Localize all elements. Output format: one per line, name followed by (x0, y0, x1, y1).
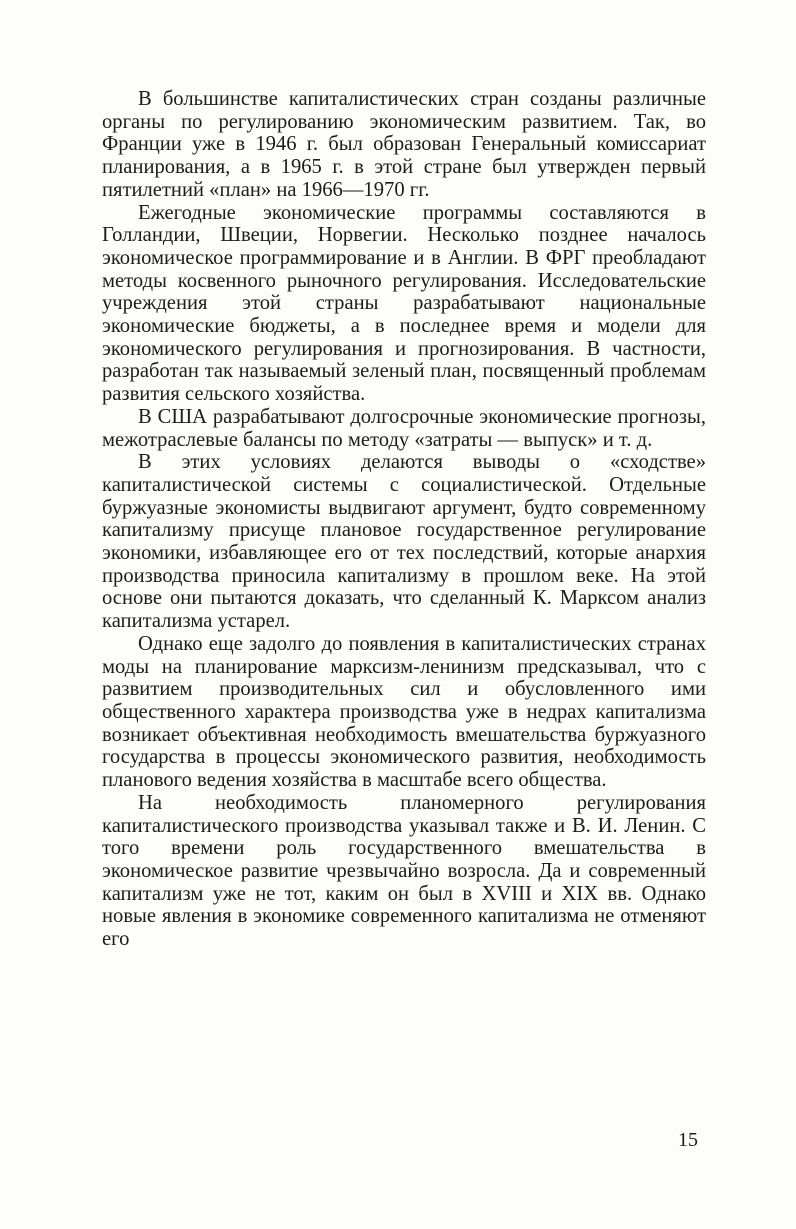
paragraph-6: На необходимость планомерного регулирования капиталистического производства указывал также и В. И. Ленин. С того времени роль государственного вмешательства в экономическое развитие чрезвычайно возросла. Да и современный капитализм уже не тот, каким он был в XVIII и XIX вв. Однако новые явления в экономике современного капитализма не отменяют его (102, 791, 706, 951)
page-number: 15 (678, 1129, 698, 1151)
body-text (102, 88, 706, 951)
paragraph-4: В этих условиях делаются выводы о «сходстве» капиталистической системы с социалистической. Отдельные буржуазные экономисты выдвигают аргумент, будто современному капитализму присуще плановое государственное регулирование экономики, избавляющее его от тех последствий, которые анархия производства приносила капитализму в прошлом веке. На этой основе они пытаются доказать, что сделанный К. Марксом анализ капитализма устарел. (102, 451, 706, 633)
paragraph-5: Однако еще задолго до появления в капиталистических странах моды на планирование марксизм-ленинизм предсказывал, что с развитием производительных сил и обусловленного ими общественного характера производства уже в недрах капитализма возникает объективная необходимость вмешательства буржуазного государства в процессы экономического развития, необходимость планового ведения хозяйства в масштабе всего общества. (102, 632, 706, 792)
paragraph-3: В США разрабатывают долгосрочные экономические прогнозы, межотраслевые балансы по методу «затраты — выпуск» и т. д. (102, 405, 706, 451)
paragraph-1: В большинстве капиталистических стран созданы различные органы по регулированию экономическим развитием. Так, во Франции уже в 1946 г. был образован Генеральный комиссариат планирования, а в 1965 г. в этой стране был утвержден первый пятилетний «план» на 1966—1970 гг. (102, 88, 706, 201)
paragraph-2: Ежегодные экономические программы составляются в Голландии, Швеции, Норвегии. Несколько позднее началось экономическое программирование и в Англии. В ФРГ преобладают методы косвенного рыночного регулирования. Исследовательские учреждения этой страны разрабатывают национальные экономические бюджеты, а в последнее время и модели для экономического регулирования и прогнозирования. В частности, разработан так называемый зеленый план, посвященный проблемам развития сельского хозяйства. (102, 201, 706, 406)
